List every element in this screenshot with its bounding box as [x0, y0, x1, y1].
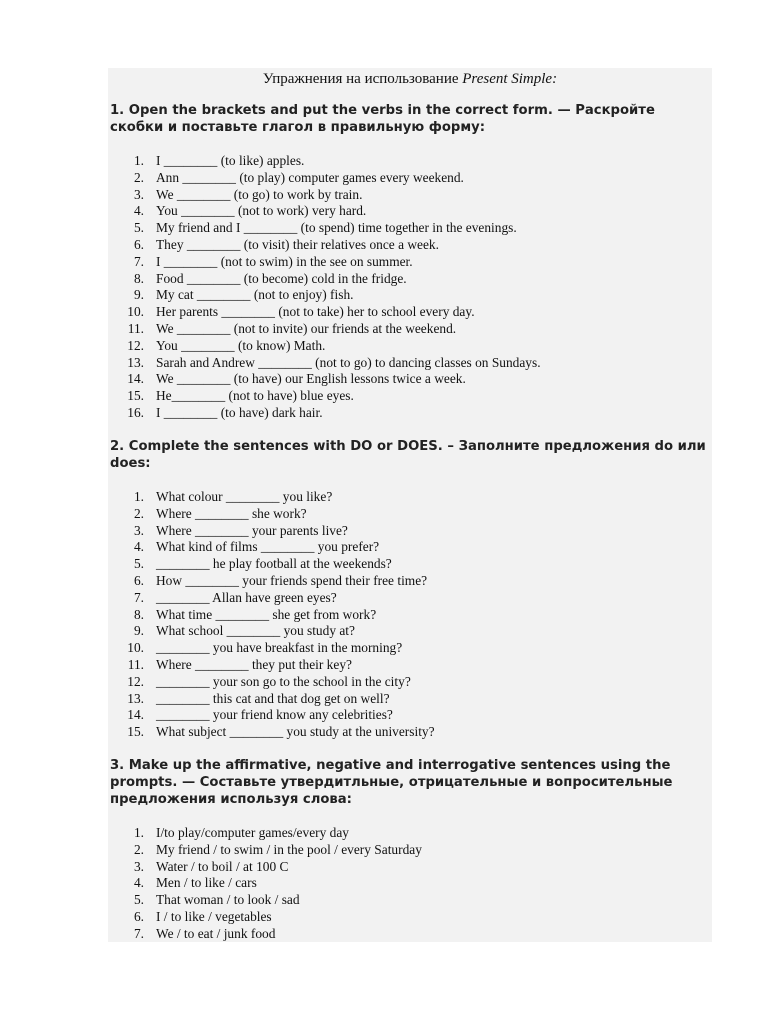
exercise-item — [108, 724, 708, 741]
exercise-item — [108, 859, 708, 876]
exercise-item — [108, 170, 708, 187]
item-text: I ________ (not to swim) in the see on summer. — [156, 253, 413, 269]
exercise-item — [108, 187, 708, 204]
item-number: 4. — [133, 203, 144, 219]
item-text: My friend and I ________ (to spend) time together in the evenings. — [156, 220, 517, 236]
section-3-list — [108, 825, 708, 943]
item-number: 1. — [133, 489, 144, 504]
exercise-item — [108, 573, 708, 590]
item-number: 14. — [127, 707, 144, 723]
item-text: ________ you have breakfast in the morning? — [156, 640, 403, 656]
item-text: We ________ (not to invite) our friends at the weekend. — [156, 320, 457, 336]
item-text: ________ your son go to the school in the city? — [156, 673, 411, 689]
worksheet-page — [108, 68, 712, 942]
item-number: 2. — [133, 841, 144, 857]
exercise-item — [108, 355, 708, 372]
item-text: What subject ________ you study at the university? — [156, 724, 435, 740]
exercise-item — [108, 657, 708, 674]
item-text: ________ Allan have green eyes? — [156, 589, 337, 605]
item-text: ________ he play football at the weekends? — [156, 556, 392, 572]
item-text: What school ________ you study at? — [156, 623, 355, 639]
title-italic-text: Present Simple: — [462, 71, 558, 87]
section-1-list — [108, 153, 708, 422]
item-text: What time ________ she get from work? — [156, 606, 377, 622]
exercise-item — [108, 926, 708, 943]
item-number: 4. — [133, 539, 144, 555]
item-number: 9. — [133, 287, 144, 303]
item-number: 13. — [127, 354, 144, 370]
exercise-item — [108, 539, 708, 556]
item-number: 2. — [133, 505, 144, 521]
exercise-item — [108, 523, 708, 540]
item-number: 14. — [127, 371, 144, 387]
exercise-item — [108, 321, 708, 338]
title-text: Упражнения на использование — [262, 71, 463, 87]
exercise-item — [108, 842, 708, 859]
exercise-item — [108, 153, 708, 170]
item-number: 9. — [133, 623, 144, 639]
section-2-list — [108, 489, 708, 741]
item-number: 6. — [133, 236, 144, 252]
item-number: 13. — [127, 690, 144, 706]
item-number: 5. — [133, 556, 144, 572]
item-text: I ________ (to like) apples. — [156, 153, 305, 168]
section-3-heading: 3. Make up the affirmative, negative and interrogative sentences using the prompts. — Составьте утвердитльные, отрицательные и вопросительные предложения используя слова: — [110, 758, 673, 807]
item-number: 5. — [133, 220, 144, 236]
item-number: 1. — [133, 825, 144, 840]
exercise-item — [108, 623, 708, 640]
exercise-item — [108, 304, 708, 321]
page-title — [108, 71, 712, 88]
item-text: ________ this cat and that dog get on well? — [156, 690, 390, 706]
item-number: 7. — [133, 925, 144, 941]
item-number: 15. — [127, 724, 144, 740]
item-number: 1. — [133, 153, 144, 168]
item-text: What kind of films ________ you prefer? — [156, 539, 380, 555]
exercise-item — [108, 875, 708, 892]
exercise-item — [108, 825, 708, 842]
exercise-item — [108, 338, 708, 355]
exercise-item — [108, 707, 708, 724]
exercise-item — [108, 287, 708, 304]
item-number: 10. — [127, 304, 144, 320]
item-text: Where ________ she work? — [156, 505, 307, 521]
item-text: Food ________ (to become) cold in the fridge. — [156, 270, 407, 286]
exercise-item — [108, 405, 708, 422]
exercise-item — [108, 237, 708, 254]
exercise-item — [108, 271, 708, 288]
item-text: You ________ (not to work) very hard. — [156, 203, 367, 219]
item-number: 7. — [133, 589, 144, 605]
item-text: Ann ________ (to play) computer games every weekend. — [156, 169, 464, 185]
item-number: 8. — [133, 270, 144, 286]
item-text: He________ (not to have) blue eyes. — [156, 388, 354, 404]
item-text: Where ________ they put their key? — [156, 656, 352, 672]
item-number: 6. — [133, 908, 144, 924]
exercise-item — [108, 691, 708, 708]
item-number: 15. — [127, 388, 144, 404]
item-text: Water / to boil / at 100 C — [156, 858, 289, 874]
exercise-item — [108, 607, 708, 624]
item-text: We / to eat / junk food — [156, 925, 276, 941]
item-text: My cat ________ (not to enjoy) fish. — [156, 287, 354, 303]
item-number: 6. — [133, 572, 144, 588]
item-number: 12. — [127, 673, 144, 689]
exercise-item — [108, 674, 708, 691]
exercise-item — [108, 506, 708, 523]
section-1-heading: 1. Open the brackets and put the verbs in the correct form. — Раскройте скобки и поставьте глагол в правильную форму: — [110, 103, 655, 135]
item-text: My friend / to swim / in the pool / every Saturday — [156, 841, 422, 857]
item-text: They ________ (to visit) their relatives once a week. — [156, 236, 439, 252]
item-text: I/to play/computer games/every day — [156, 825, 349, 840]
exercise-item — [108, 489, 708, 506]
item-number: 10. — [127, 640, 144, 656]
item-text: We ________ (to go) to work by train. — [156, 186, 363, 202]
exercise-item — [108, 220, 708, 237]
exercise-item — [108, 371, 708, 388]
item-text: What colour ________ you like? — [156, 489, 333, 504]
exercise-item — [108, 388, 708, 405]
item-text: How ________ your friends spend their free time? — [156, 572, 428, 588]
item-number: 5. — [133, 892, 144, 908]
item-number: 4. — [133, 875, 144, 891]
item-text: ________ your friend know any celebrities? — [156, 707, 393, 723]
item-number: 7. — [133, 253, 144, 269]
item-number: 3. — [133, 522, 144, 538]
item-number: 12. — [127, 337, 144, 353]
item-text: Her parents ________ (not to take) her to school every day. — [156, 304, 475, 320]
item-number: 16. — [127, 404, 144, 420]
exercise-item — [108, 892, 708, 909]
item-number: 3. — [133, 186, 144, 202]
item-number: 8. — [133, 606, 144, 622]
item-text: I ________ (to have) dark hair. — [156, 404, 323, 420]
exercise-item — [108, 556, 708, 573]
section-2-heading: 2. Complete the sentences with DO or DOES. – Заполните предложения do или does: — [110, 439, 706, 471]
exercise-item — [108, 590, 708, 607]
item-text: Men / to like / cars — [156, 875, 257, 891]
item-text: You ________ (to know) Math. — [156, 337, 326, 353]
item-number: 2. — [133, 169, 144, 185]
item-text: That woman / to look / sad — [156, 892, 300, 908]
item-text: We ________ (to have) our English lessons twice a week. — [156, 371, 466, 387]
item-text: I / to like / vegetables — [156, 908, 272, 924]
exercise-item — [108, 254, 708, 271]
exercise-item — [108, 640, 708, 657]
item-number: 11. — [127, 656, 144, 672]
item-text: Where ________ your parents live? — [156, 522, 348, 538]
exercise-item — [108, 909, 708, 926]
item-number: 3. — [133, 858, 144, 874]
item-text: Sarah and Andrew ________ (not to go) to dancing classes on Sundays. — [156, 354, 541, 370]
item-number: 11. — [127, 320, 144, 336]
exercise-item — [108, 203, 708, 220]
